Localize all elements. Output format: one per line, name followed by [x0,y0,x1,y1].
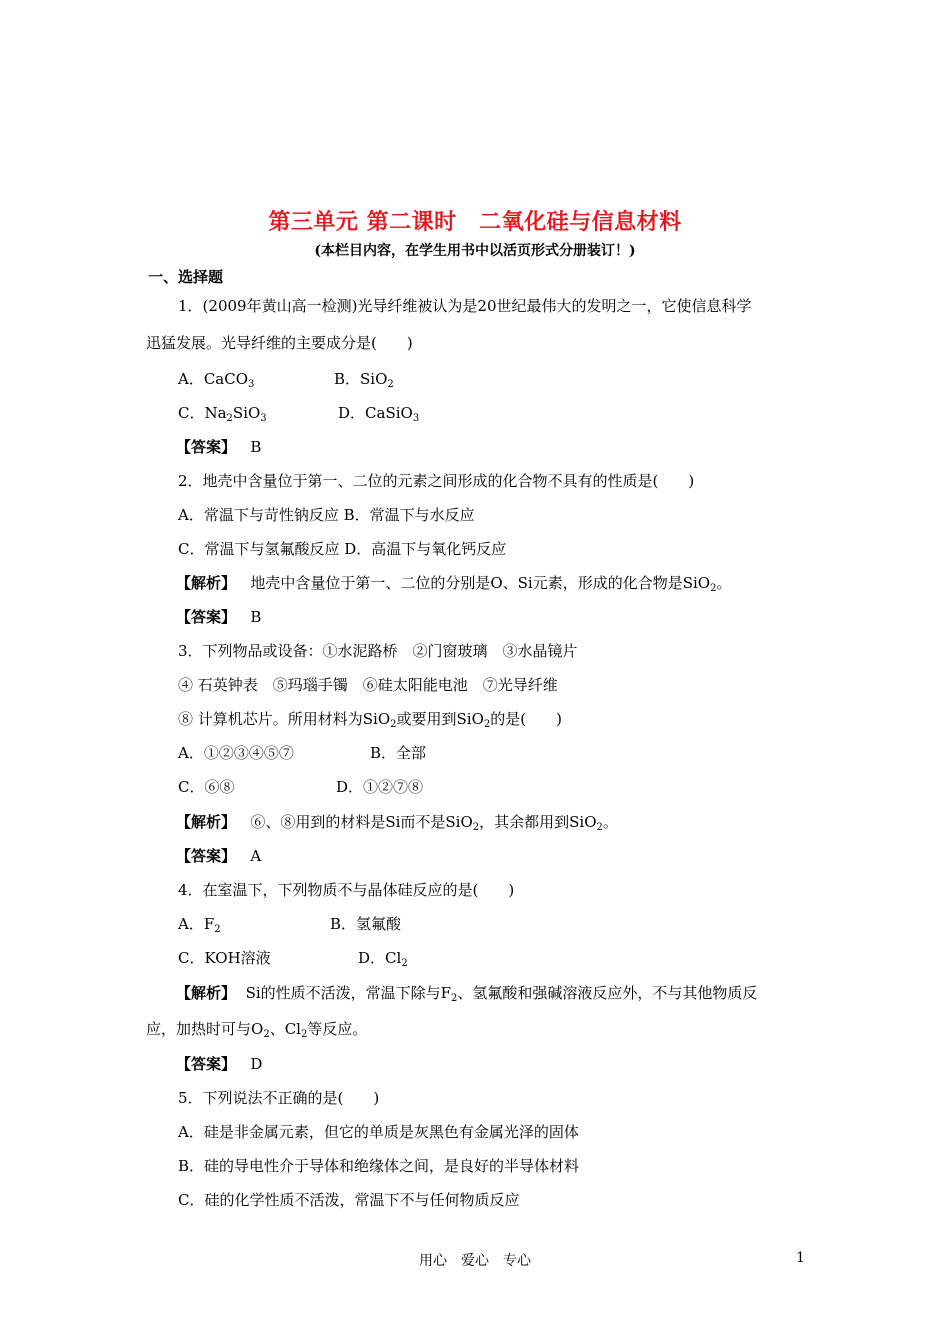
q1-stem-line1: 1．(2009年黄山高一检测)光导纤维被认为是20世纪最伟大的发明之一，它使信息科学 [178,297,752,315]
q3-answer: 【答案】 A [176,847,262,865]
footer-motto: 用心 爱心 专心 [419,1253,531,1269]
q2-options-ab: A．常温下与苛性钠反应 B．常温下与水反应 [178,506,475,524]
q3-option-b: B．全部 [370,744,427,762]
q4-option-c: C．KOH溶液 [178,949,271,967]
q4-option-b: B．氢氟酸 [330,915,402,933]
page-subtitle: (本栏目内容，在学生用书中以活页形式分册装订！) [314,243,636,259]
q3-option-c: C．⑥⑧ [178,778,235,796]
q1-answer: 【答案】 B [176,438,262,456]
q5-stem: 5．下列说法不正确的是( ) [178,1089,380,1107]
q3-analysis: 【解析】 ⑥、⑧用到的材料是Si而不是SiO$_2$，其余都用到SiO$_2$。 [176,813,618,833]
page-title: 第三单元 第二课时 二氧化硅与信息材料 [268,209,682,235]
q4-option-a: A．$F_2$ [178,915,221,935]
q4-analysis-line1: 【解析】 Si的性质不活泼，常温下除与$F_2$、氢氟酸和强碱溶液反应外，不与其他物质反 [176,984,758,1004]
q4-stem: 4．在室温下，下列物质不与晶体硅反应的是( ) [178,881,515,899]
q5-option-c: C．硅的化学性质不活泼，常温下不与任何物质反应 [178,1191,520,1209]
q2-analysis: 【解析】 地壳中含量位于第一、二位的分别是O、Si元素，形成的化合物是SiO$_2$。 [176,574,732,594]
q3-stem-line3: ⑧ 计算机芯片。所用材料为SiO$_2$或要用到SiO$_2$的是( ) [178,710,562,730]
q1-option-d: D．CaSiO$_3$ [338,404,420,424]
q1-option-a: A．CaCO$_3$ [178,370,255,390]
section-heading: 一、选择题 [148,268,224,286]
q5-option-a: A．硅是非金属元素，但它的单质是灰黑色有金属光泽的固体 [178,1123,579,1141]
q1-stem-line2: 迅猛发展。光导纤维的主要成分是( ) [146,334,413,352]
q2-stem: 2．地壳中含量位于第一、二位的元素之间形成的化合物不具有的性质是( ) [178,472,695,490]
q4-answer: 【答案】 D [176,1055,263,1073]
q3-option-a: A．①②③④⑤⑦ [178,744,294,762]
q1-option-c: C．$Na_2SiO_3$ [178,404,267,424]
q2-options-cd: C．常温下与氢氟酸反应 D．高温下与氧化钙反应 [178,540,507,558]
q4-option-d: D．$Cl_2$ [358,949,408,969]
q1-option-b: B．SiO$_2$ [334,370,394,390]
q4-analysis-line2: 应，加热时可与$O_2$、$Cl_2$等反应。 [146,1020,368,1040]
q5-option-b: B．硅的导电性介于导体和绝缘体之间，是良好的半导体材料 [178,1157,580,1175]
q3-option-d: D．①②⑦⑧ [336,778,424,796]
page-number: 1 [796,1250,805,1266]
q3-stem-line2: ④ 石英钟表 ⑤玛瑙手镯 ⑥硅太阳能电池 ⑦光导纤维 [178,676,558,694]
q2-answer: 【答案】 B [176,608,262,626]
q3-stem: 3．下列物品或设备：①水泥路桥 ②门窗玻璃 ③水晶镜片 [178,642,578,660]
